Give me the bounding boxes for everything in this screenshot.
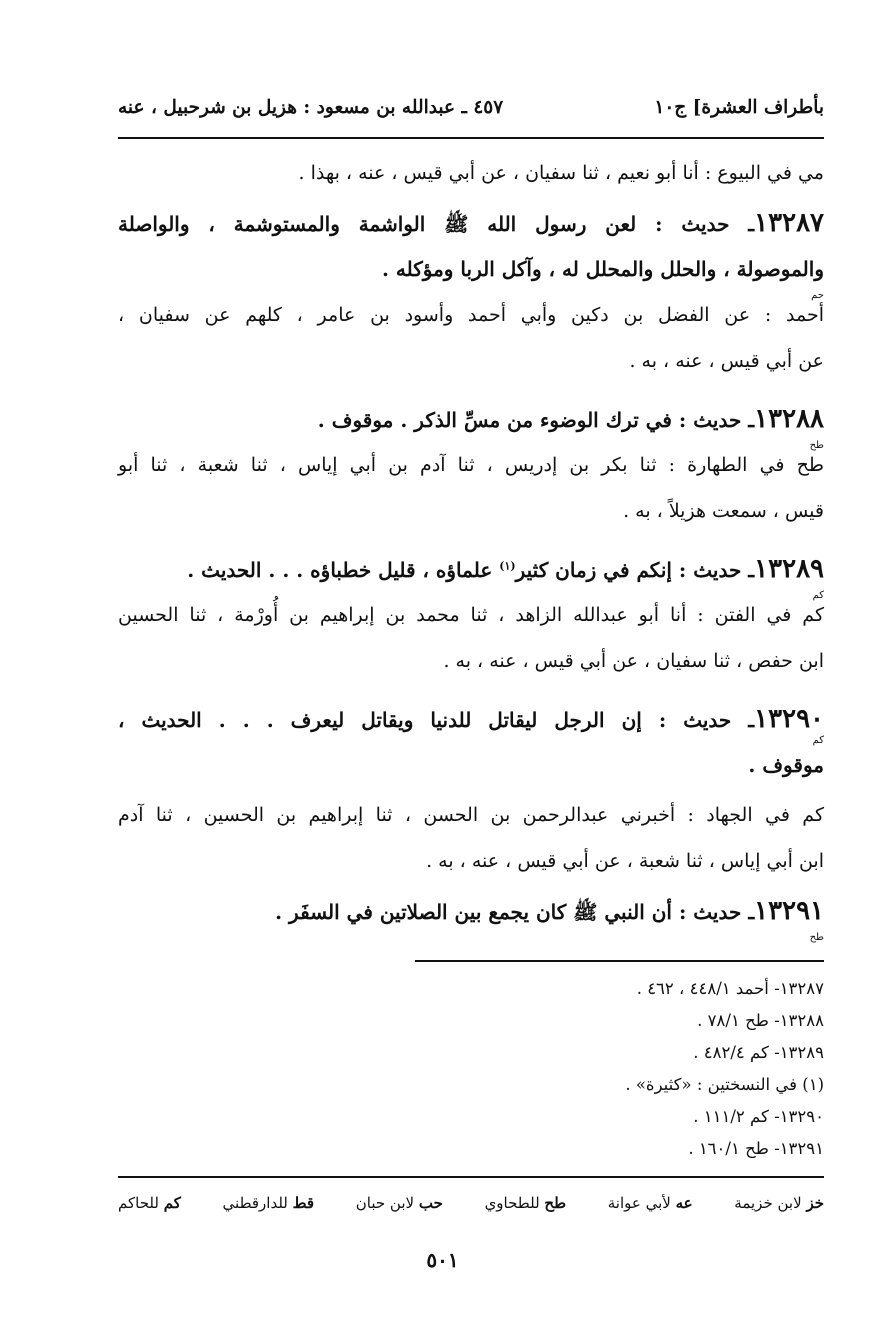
hadith-number: ١٣٢٩١: [754, 896, 824, 926]
hadith-13291-heading: طح ١٣٢٩١ـ حديث : أن النبي ﷺ كان يجمع بين الصلاتين في السفَر .: [275, 896, 824, 943]
hadith-13290-text-cont: كم موقوف .: [748, 735, 824, 777]
header-rule: [118, 137, 824, 139]
hadith-number: ١٣٢٩٠: [754, 704, 824, 734]
header-chapter-title: ٤٥٧ ـ عبدالله بن مسعود : هزيل بن شرحبيل ، عنه: [118, 96, 504, 118]
footnote-item: ١٣٢٨٨- طح ٧٨/١ .: [697, 1011, 824, 1030]
hadith-number: ١٣٢٨٨: [754, 404, 824, 434]
hadith-13288-source-line: طح في الطهارة : ثنا بكر بن إدريس ، ثنا آدم بن أبي إياس ، ثنا شعبة ، ثنا أبو: [118, 454, 824, 476]
footnote-rule: [415, 960, 824, 962]
footnote-marker: (١): [499, 559, 516, 573]
footnote-item: ١٣٢٨٧- أحمد ٤٤٨/١ ، ٤٦٢ .: [636, 979, 824, 998]
abbreviation-item: قط للدارقطني: [222, 1194, 315, 1212]
footnote-item: ١٣٢٩٠- كم ١١١/٢ .: [693, 1107, 824, 1126]
abbreviation-item: كم للحاكم: [118, 1194, 181, 1212]
abbreviation-item: عه لأبي عوانة: [607, 1194, 693, 1212]
hadith-number: ١٣٢٨٩: [754, 554, 824, 584]
source-symbol: حم: [811, 290, 824, 301]
footnotes: [415, 973, 824, 1165]
hadith-13289-source-line: كم في الفتن : أنا أبو عبدالله الزاهد ، ثنا محمد بن إبراهيم بن أُورْمة ، ثنا الحسين: [118, 604, 824, 626]
footnote-item: ١٣٢٨٩- كم ٤٨٢/٤ .: [693, 1043, 824, 1062]
source-symbol: طح: [809, 932, 824, 943]
running-header: [118, 90, 824, 124]
main-text: [118, 150, 824, 943]
hadith-number: ١٣٢٨٧: [754, 208, 824, 238]
hadith-13290-source-line: كم في الجهاد : أخبرني عبدالرحمن بن الحسن ، ثنا إبراهيم بن الحسين ، ثنا آدم: [118, 804, 824, 826]
source-symbol: كم: [812, 735, 824, 746]
abbreviations-rule: [118, 1176, 824, 1178]
source-symbol: طح: [809, 440, 824, 451]
hadith-13288-heading: طح ١٣٢٨٨ـ حديث : في ترك الوضوء من مسِّ الذكر . موقوف .: [317, 404, 824, 451]
footnote-item: (١) في النسختين : «كثيرة» .: [625, 1075, 824, 1094]
hadith-13288-source-cont: قيس ، سمعت هزيلاً ، به .: [623, 500, 824, 522]
hadith-13287-source-line: أحمد : عن الفضل بن دكين وأبي أحمد وأسود بن عامر ، كلهم عن سفيان ،: [118, 304, 824, 326]
abbreviation-item: حب لابن حبان: [355, 1194, 443, 1212]
abbreviation-item: خز لابن خزيمة: [734, 1194, 824, 1212]
hadith-13287-source-cont: عن أبي قيس ، عنه ، به .: [629, 350, 824, 372]
abbreviation-item: طح للطحاوي: [484, 1194, 567, 1212]
continuation-line: مي في البيوع : أنا أبو نعيم ، ثنا سفيان ، عن أبي قيس ، عنه ، بهذا .: [298, 162, 824, 184]
abbreviations-key: [118, 1188, 824, 1218]
footnote-item: ١٣٢٩١- طح ١٦٠/١ .: [688, 1139, 824, 1158]
hadith-13289-source-cont: ابن حفص ، ثنا سفيان ، عن أبي قيس ، عنه ، به .: [443, 650, 824, 672]
hadith-13290-heading: ١٣٢٩٠ـ حديث : إن الرجل ليقاتل للدنيا ويقاتل ليعرف . . . الحديث ،: [118, 704, 824, 734]
hadith-13287-text-cont: حم والموصولة ، والحلل والمحلل له ، وآكل الربا ومؤكله .: [381, 257, 824, 301]
hadith-13287-heading: ١٣٢٨٧ـ حديث : لعن رسول الله ﷺ الواشمة والمستوشمة ، والواصلة: [118, 208, 824, 238]
header-book-title: بأطراف العشرة] ج١٠: [654, 96, 824, 118]
hadith-13290-source-cont: ابن أبي إياس ، ثنا شعبة ، عن أبي قيس ، عنه ، به .: [426, 850, 824, 872]
hadith-13289-heading: كم ١٣٢٨٩ـ حديث : إنكم في زمان كثير$^{(١)}$ علماؤه ، قليل خطباؤه . . . الحديث .: [187, 554, 824, 601]
source-symbol: كم: [812, 590, 824, 601]
page-number: ٥٠١: [426, 1248, 459, 1272]
